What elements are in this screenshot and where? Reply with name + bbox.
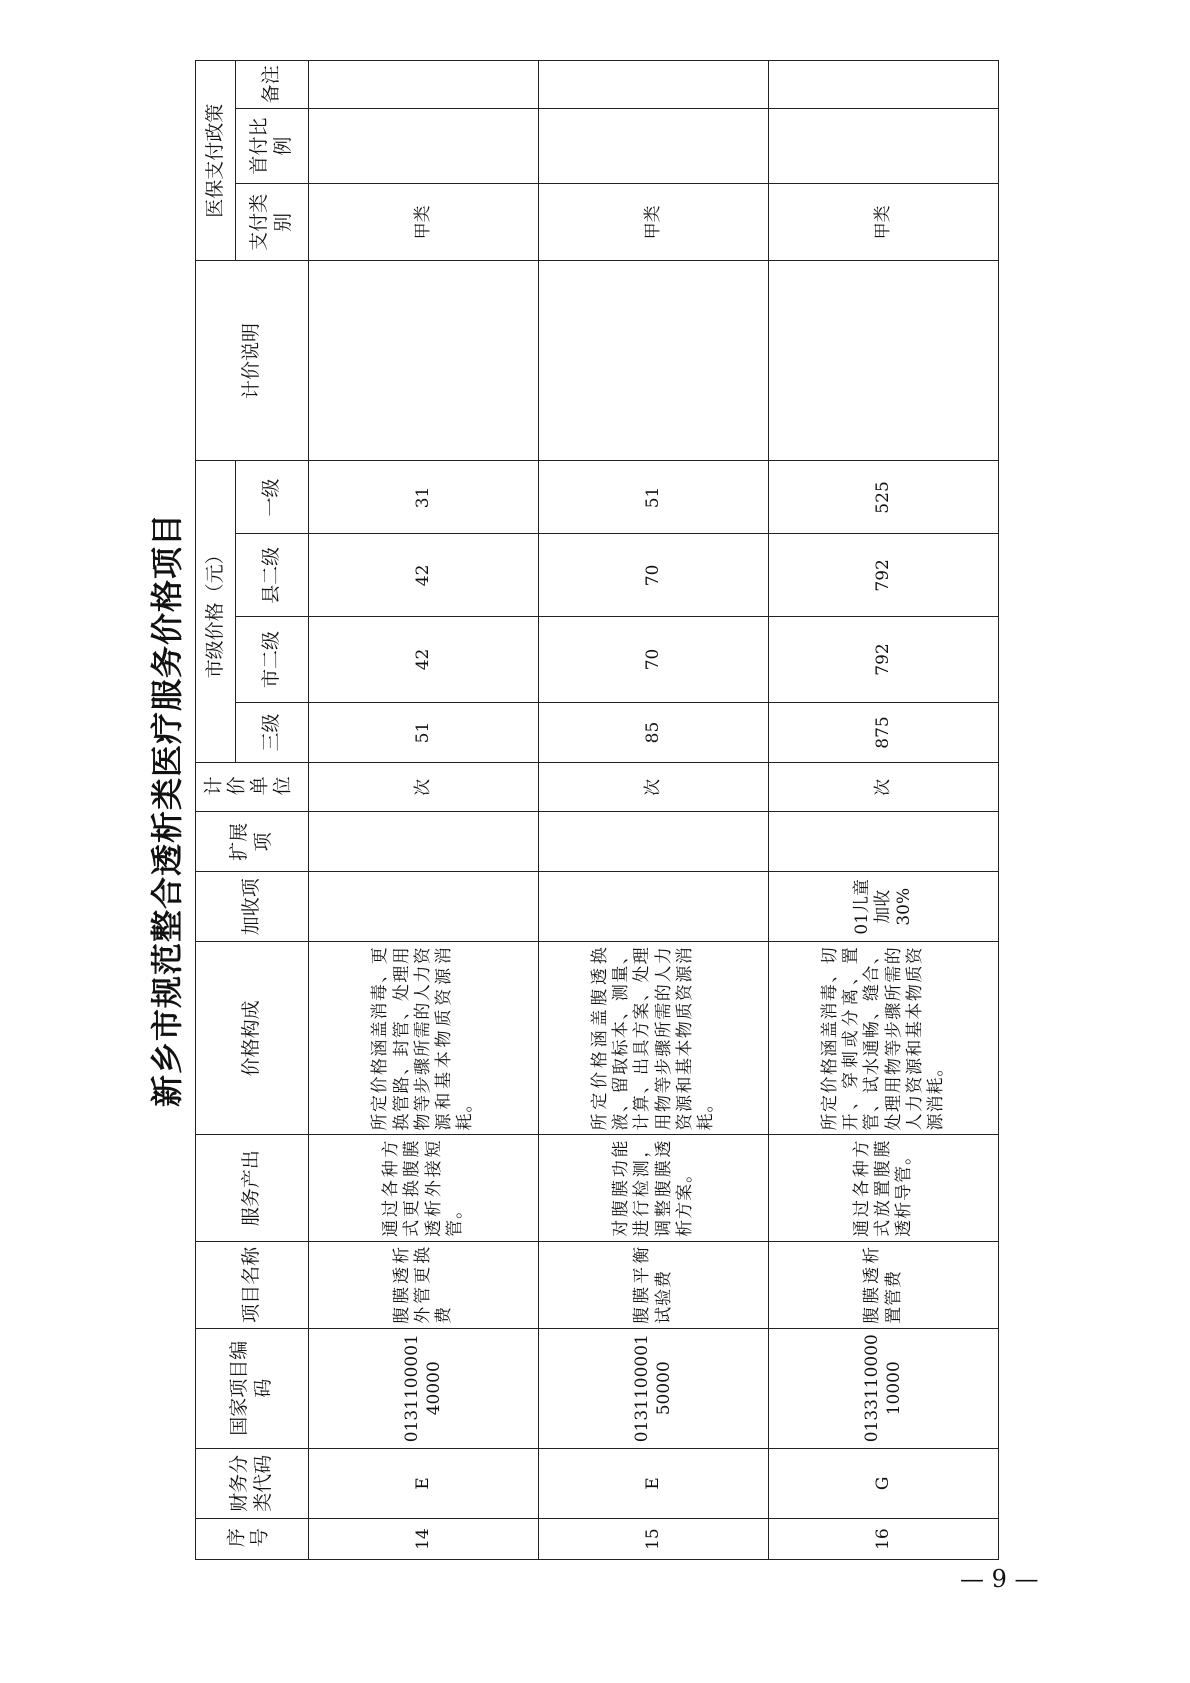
cell-remark <box>769 61 999 109</box>
header-first-pay-ratio: 首付比例 <box>236 108 309 184</box>
cell-unit: 次 <box>309 763 539 812</box>
cell-pricing-note <box>769 261 999 461</box>
cell-level1: 525 <box>769 461 999 534</box>
cell-first-pay-ratio <box>769 108 999 184</box>
cell-price-composition: 所定价格涵盖消毒、更换管路、封管、处理用物等步骤所需的人力资源和基本物质资源消耗。 <box>309 942 539 1135</box>
rotated-page <box>140 60 1150 1560</box>
cell-county-level2: 792 <box>769 534 999 617</box>
cell-surcharge <box>309 872 539 942</box>
cell-level1: 51 <box>539 461 769 534</box>
table-row <box>769 61 999 1560</box>
cell-seq: 15 <box>539 1519 769 1560</box>
cell-city-level2: 792 <box>769 617 999 702</box>
cell-pay-category: 甲类 <box>769 184 999 261</box>
header-national-code: 国家项目编码 <box>196 1328 309 1448</box>
page-number: — 9 — <box>960 1565 1039 1593</box>
cell-price-composition: 所定价格涵盖腹透换液、留取标本、测量、计算、出具方案、处理用物等步骤所需的人力资源和基本物质资源消耗。 <box>539 942 769 1135</box>
cell-finance-code: E <box>539 1448 769 1519</box>
cell-national-code: 013311000010000 <box>769 1328 999 1448</box>
cell-pay-category: 甲类 <box>539 184 769 261</box>
cell-first-pay-ratio <box>309 108 539 184</box>
cell-surcharge: 01儿童加收30% <box>769 872 999 942</box>
header-city-price: 市级价格（元） <box>196 461 236 763</box>
cell-first-pay-ratio <box>539 108 769 184</box>
header-extension: 扩展项 <box>196 812 309 872</box>
header-unit: 计价单位 <box>196 763 309 812</box>
page-title: 新乡市规范整合透析类医疗服务价格项目 <box>148 513 186 1108</box>
header-county-level2: 县二级 <box>236 534 309 617</box>
cell-city-level2: 42 <box>309 617 539 702</box>
cell-seq: 16 <box>769 1519 999 1560</box>
cell-county-level2: 42 <box>309 534 539 617</box>
header-pay-category: 支付类别 <box>236 184 309 261</box>
header-pricing-note: 计价说明 <box>196 261 309 461</box>
cell-pay-category: 甲类 <box>309 184 539 261</box>
cell-seq: 14 <box>309 1519 539 1560</box>
cell-name: 腹膜透析外管更换费 <box>309 1241 539 1328</box>
header-service-output: 服务产出 <box>196 1135 309 1241</box>
cell-remark <box>309 61 539 109</box>
cell-extension <box>309 812 539 872</box>
cell-name: 腹膜透析置管费 <box>769 1241 999 1328</box>
price-table <box>195 60 999 1560</box>
header-price-composition: 价格构成 <box>196 942 309 1135</box>
cell-national-code: 013110000140000 <box>309 1328 539 1448</box>
header-row-1 <box>196 61 236 1560</box>
cell-service-output: 通过各种方式放置腹膜透析导管。 <box>769 1135 999 1241</box>
header-city-level2: 市二级 <box>236 617 309 702</box>
table-row <box>309 61 539 1560</box>
cell-finance-code: E <box>309 1448 539 1519</box>
cell-level1: 31 <box>309 461 539 534</box>
cell-surcharge <box>539 872 769 942</box>
cell-city-level2: 70 <box>539 617 769 702</box>
cell-level3: 51 <box>309 702 539 763</box>
cell-name: 腹膜平衡试验费 <box>539 1241 769 1328</box>
cell-price-composition: 所定价格涵盖消毒、切开、穿刺或分离、置管、试水通畅、缝合、处理用物等步骤所需的人力资源和基本物质资源消耗。 <box>769 942 999 1135</box>
cell-finance-code: G <box>769 1448 999 1519</box>
cell-county-level2: 70 <box>539 534 769 617</box>
cell-service-output: 通过各种方式更换腹膜透析外接短管。 <box>309 1135 539 1241</box>
header-level3: 三级 <box>236 702 309 763</box>
header-name: 项目名称 <box>196 1241 309 1328</box>
cell-remark <box>539 61 769 109</box>
cell-unit: 次 <box>539 763 769 812</box>
header-surcharge: 加收项 <box>196 872 309 942</box>
header-level1: 一级 <box>236 461 309 534</box>
cell-extension <box>769 812 999 872</box>
cell-extension <box>539 812 769 872</box>
table-row <box>539 61 769 1560</box>
cell-level3: 875 <box>769 702 999 763</box>
cell-national-code: 013110000150000 <box>539 1328 769 1448</box>
cell-pricing-note <box>539 261 769 461</box>
cell-service-output: 对腹膜功能进行检测，调整腹膜透析方案。 <box>539 1135 769 1241</box>
header-remark: 备注 <box>236 61 309 109</box>
header-seq: 序号 <box>196 1519 309 1560</box>
header-insurance: 医保支付政策 <box>196 61 236 261</box>
cell-pricing-note <box>309 261 539 461</box>
cell-unit: 次 <box>769 763 999 812</box>
header-finance-code: 财务分类代码 <box>196 1448 309 1519</box>
cell-level3: 85 <box>539 702 769 763</box>
